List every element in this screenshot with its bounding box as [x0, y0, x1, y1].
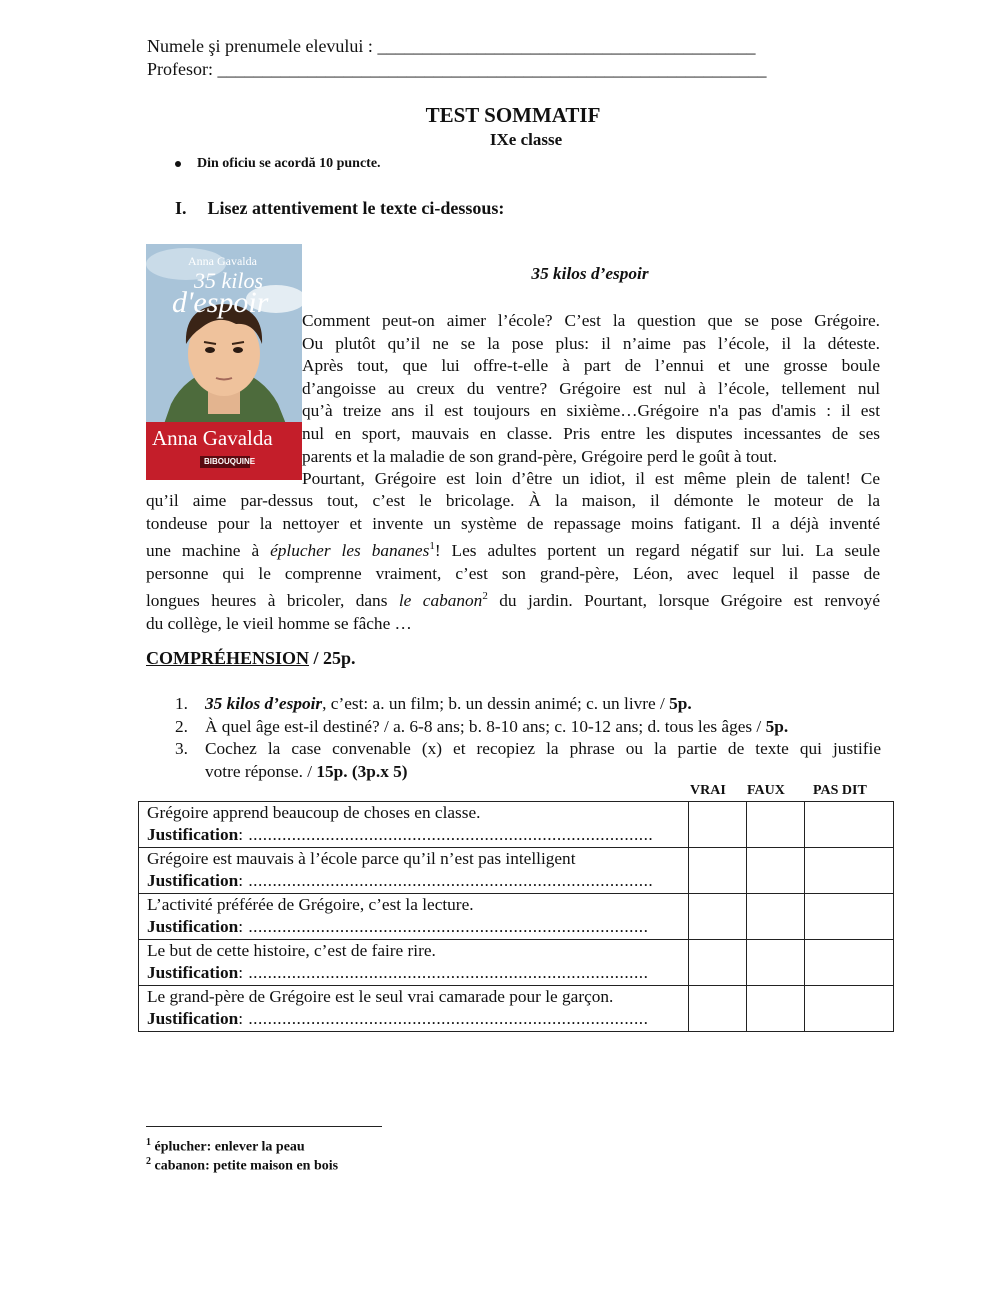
bullet-item — [175, 156, 381, 172]
checkbox-pas-dit[interactable] — [805, 894, 894, 940]
justification-label: Justification — [147, 963, 239, 982]
text-span: ! Les adultes portent un regard négatif sur lui. La seule — [434, 540, 880, 560]
justification-label: Justification — [147, 1009, 239, 1028]
text-paragraph-beside — [302, 310, 880, 491]
justification-dots: : ................................................................................... — [238, 963, 649, 982]
question-3 — [175, 738, 885, 781]
footnote-2 — [146, 1156, 338, 1175]
statement-cell — [139, 940, 689, 986]
comprehension-title: COMPRÉHENSION — [146, 648, 310, 668]
q3-line1: Cochez la case convenable (x) et recopiez la phrase ou la partie de texte qui justifie — [205, 739, 881, 758]
justification-dots: : .................................................................................... — [238, 871, 654, 890]
text-line — [146, 535, 880, 562]
footnote-text: éplucher: enlever la peau — [151, 1139, 305, 1155]
checkbox-pas-dit[interactable] — [805, 986, 894, 1032]
footnote-1 — [146, 1137, 305, 1156]
question-1 — [175, 693, 885, 716]
checkbox-pas-dit[interactable] — [805, 848, 894, 894]
statement-cell — [139, 894, 689, 940]
bullet-text: Din oficiu se acordă 10 puncte. — [197, 156, 381, 171]
table-row — [139, 940, 894, 986]
checkbox-pas-dit[interactable] — [805, 940, 894, 986]
true-false-table — [138, 801, 894, 1032]
text-paragraph-full — [146, 490, 880, 635]
text-span: du jardin. Pourtant, lorsque Grégoire est renvoyé — [487, 590, 880, 610]
student-name-line — [147, 36, 755, 57]
checkbox-vrai[interactable] — [689, 986, 747, 1032]
q1-points: 5p. — [669, 694, 692, 713]
section-heading — [175, 198, 504, 219]
question-number: 2. — [175, 717, 188, 736]
cover-title-line2: d'espoir — [172, 286, 269, 319]
footnote-marker-1: 1 — [429, 540, 435, 553]
question-number: 3. — [175, 739, 188, 758]
statement-cell — [139, 986, 689, 1032]
question-2 — [175, 716, 885, 739]
teacher-name-line — [147, 59, 767, 80]
footnote-marker-2: 2 — [482, 590, 488, 603]
class-subtitle: IXe classe — [489, 130, 563, 149]
text-line: d’angoisse au creux du ventre? Grégoire est nul à l’école, tellement nul — [302, 378, 880, 398]
checkbox-pas-dit[interactable] — [805, 802, 894, 848]
checkbox-faux[interactable] — [747, 940, 805, 986]
checkbox-vrai[interactable] — [689, 940, 747, 986]
comprehension-heading — [146, 648, 356, 669]
text-line: nul en sport, mauvais en classe. Pris entre les disputes incessantes de ses — [302, 423, 880, 443]
footnote-ref-text: éplucher les bananes — [270, 540, 430, 560]
table-row — [139, 848, 894, 894]
checkbox-vrai[interactable] — [689, 894, 747, 940]
text-line: tondeuse pour la nettoyer et invente un système de repassage moins fatigant. Il a déjà inventé — [146, 513, 880, 533]
justification-line[interactable] — [147, 1008, 688, 1030]
statement-text: Grégoire apprend beaucoup de choses en classe. — [147, 803, 481, 822]
text-line: parents et la maladie de son grand-père, Grégoire perd le goût à tout. — [302, 446, 778, 466]
justification-label: Justification — [147, 825, 239, 844]
justification-line[interactable] — [147, 916, 688, 938]
section-title: Lisez attentivement le texte ci-dessous: — [207, 198, 505, 218]
text-line: personne qui le comprenne vraiment, c’est son grand-père, Léon, avec lequel il passe de — [146, 563, 880, 583]
justification-line[interactable] — [147, 962, 688, 984]
checkbox-vrai[interactable] — [689, 802, 747, 848]
table-row — [139, 802, 894, 848]
text-line: qu’à treize ans il est toujours en sixième…Grégoire n'a pas d'amis : il est — [302, 401, 880, 421]
text-line — [146, 585, 880, 612]
q2-points: 5p. — [765, 717, 789, 736]
checkbox-faux[interactable] — [747, 848, 805, 894]
footnote-text: cabanon: petite maison en bois — [151, 1158, 339, 1174]
footnote-number: 2 — [146, 1156, 151, 1167]
justification-dots: : ................................................................................... — [238, 1009, 649, 1028]
footnote-ref-text: le cabanon — [398, 590, 483, 610]
justification-dots: : .................................................................................... — [238, 825, 654, 844]
text-line: du collège, le vieil homme se fâche … — [146, 613, 412, 633]
statement-cell — [139, 848, 689, 894]
text-span: une machine à — [146, 540, 271, 560]
bullet-dot — [175, 161, 181, 167]
teacher-name-blank[interactable]: _____________________________________________________________ — [217, 59, 767, 79]
justification-dots: : ................................................................................... — [238, 917, 649, 936]
book-cover-image — [146, 244, 302, 480]
checkbox-faux[interactable] — [747, 894, 805, 940]
test-title: TEST SOMMATIF — [425, 103, 601, 127]
student-name-label: Numele şi prenumele elevului : — [147, 36, 373, 56]
text-span: longues heures à bricoler, dans — [146, 590, 399, 610]
text-heading: 35 kilos d’espoir — [531, 264, 649, 283]
statement-text: Le but de cette histoire, c’est de faire rire. — [147, 941, 436, 960]
teacher-name-label: Profesor: — [147, 59, 213, 79]
q3-line2: votre réponse. / — [205, 761, 317, 781]
text-line: Comment peut-on aimer l’école? C’est la question que se pose Grégoire. — [302, 311, 880, 330]
cover-author-bottom: Anna Gavalda — [152, 426, 273, 450]
col-header-faux: FAUX — [747, 783, 785, 798]
justification-line[interactable] — [147, 824, 688, 846]
justification-line[interactable] — [147, 870, 688, 892]
checkbox-vrai[interactable] — [689, 848, 747, 894]
checkbox-faux[interactable] — [747, 986, 805, 1032]
q1-book-title: 35 kilos d’espoir — [205, 694, 323, 713]
statement-text: Grégoire est mauvais à l’école parce qu’il n’est pas intelligent — [147, 849, 576, 868]
justification-label: Justification — [147, 917, 239, 936]
footnote-number: 1 — [146, 1137, 151, 1148]
text-line: Après tout, que lui offre-t-elle à part de l’ennui et une grosse boule — [302, 356, 880, 376]
question-number: 1. — [175, 694, 188, 713]
col-header-vrai: VRAI — [690, 783, 726, 798]
statement-text: Le grand-père de Grégoire est le seul vrai camarade pour le garçon. — [147, 987, 614, 1006]
justification-label: Justification — [147, 871, 239, 890]
statement-text: L’activité préférée de Grégoire, c’est la lecture. — [147, 895, 474, 914]
table-row — [139, 986, 894, 1032]
q2-text: À quel âge est-il destiné? / a. 6-8 ans; b. 8-10 ans; c. 10-12 ans; d. tous les âges / — [205, 717, 766, 736]
text-line: Ou plutôt qu’il ne se la pose plus: il n’aime pas l’école, il la déteste. — [302, 333, 880, 353]
text-line: qu’il aime par-dessus tout, c’est le bricolage. À la maison, il démonte le moteur de la — [146, 491, 880, 510]
statement-cell — [139, 802, 689, 848]
q3-points: 15p. (3p.x 5) — [316, 761, 408, 781]
text-line: Pourtant, Grégoire est loin d’être un idiot, il est même plein de talent! Ce — [302, 469, 880, 489]
student-name-blank[interactable]: __________________________________________ — [377, 36, 756, 56]
cover-author-top: Anna Gavalda — [188, 254, 257, 268]
section-number: I. — [175, 198, 187, 218]
col-header-pas-dit: PAS DIT — [813, 783, 867, 798]
footnote-separator — [146, 1126, 382, 1127]
q1-text: , c’est: a. un film; b. un dessin animé; c. un livre / — [322, 694, 670, 713]
table-row — [139, 894, 894, 940]
comprehension-points: / 25p. — [309, 648, 356, 668]
checkbox-faux[interactable] — [747, 802, 805, 848]
cover-title-line1: 35 kilos — [194, 268, 264, 293]
cover-publisher: BIBOUQUINE — [204, 457, 256, 466]
